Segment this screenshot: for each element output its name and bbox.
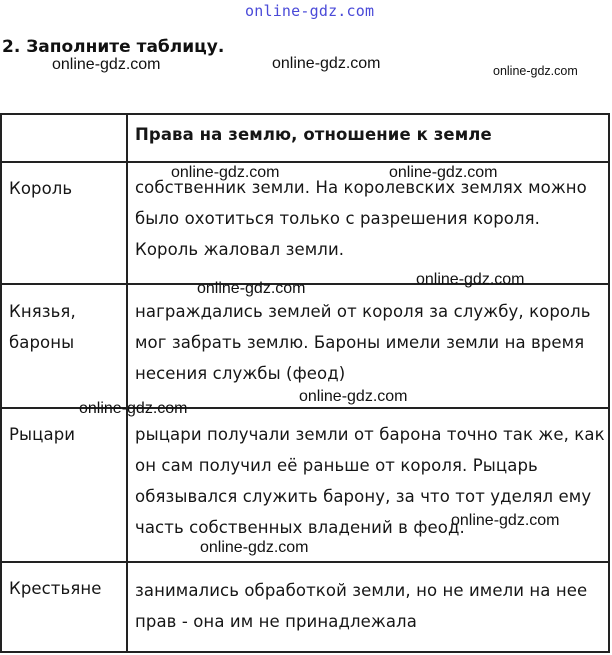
watermark: online-gdz.com	[79, 400, 188, 417]
row-label-knights	[9, 419, 75, 450]
table-border-bottom	[0, 651, 610, 653]
table-column-divider	[126, 113, 128, 653]
row-text-peasants	[135, 575, 587, 637]
table-border-top	[0, 113, 610, 115]
row-label-king	[9, 173, 72, 204]
rights-table	[0, 113, 610, 653]
watermark: online-gdz.com	[451, 512, 560, 529]
watermark-top: online-gdz.com	[245, 2, 375, 20]
text-line: он сам получил её раньше от короля. Рыцарь	[135, 456, 538, 475]
row-label-peasants	[9, 573, 102, 604]
label-line: бароны	[9, 333, 75, 352]
watermark: online-gdz.com	[493, 64, 578, 78]
text-line: было охотиться только с разрешения короля.	[135, 209, 541, 228]
label-line: Князья,	[9, 302, 76, 321]
text-line: несения службы (феод)	[135, 364, 346, 383]
text-line: собственник земли. На королевских землях можно	[135, 178, 587, 197]
text-line: обязывался служить барону, за что тот уделял ему	[135, 487, 592, 506]
text-line: рыцари получали земли от барона точно так же, как	[135, 425, 605, 444]
text-line: занимались обработкой земли, но не имели на нее	[135, 581, 588, 600]
watermark: online-gdz.com	[389, 164, 498, 181]
table-border-left	[0, 113, 2, 653]
task-title: 2. Заполните таблицу.	[2, 37, 225, 57]
row-text-princes-barons	[135, 296, 591, 389]
row-label-princes-barons	[9, 296, 76, 358]
text-line: мог забрать землю. Бароны имели земли на время	[135, 333, 585, 352]
row-text-king	[135, 172, 587, 265]
watermark: online-gdz.com	[52, 56, 161, 73]
watermark: online-gdz.com	[200, 539, 309, 556]
text-line: награждались землей от короля за службу, король	[135, 302, 591, 321]
row-divider	[0, 561, 610, 563]
watermark: online-gdz.com	[171, 164, 280, 181]
text-line: часть собственных владений в феод.	[135, 518, 465, 537]
watermark: online-gdz.com	[197, 280, 306, 297]
header-rights-cell: Права на землю, отношение к земле	[135, 125, 492, 144]
label-line: Крестьяне	[9, 579, 102, 598]
watermark: online-gdz.com	[416, 271, 525, 288]
text-line: прав - она им не принадлежала	[135, 612, 417, 631]
label-line: Рыцари	[9, 425, 76, 444]
row-divider	[0, 161, 610, 163]
label-line: Король	[9, 179, 73, 198]
watermark: online-gdz.com	[299, 388, 408, 405]
text-line: Король жаловал земли.	[135, 240, 345, 259]
watermark: online-gdz.com	[272, 55, 381, 72]
table-border-right	[608, 113, 610, 653]
